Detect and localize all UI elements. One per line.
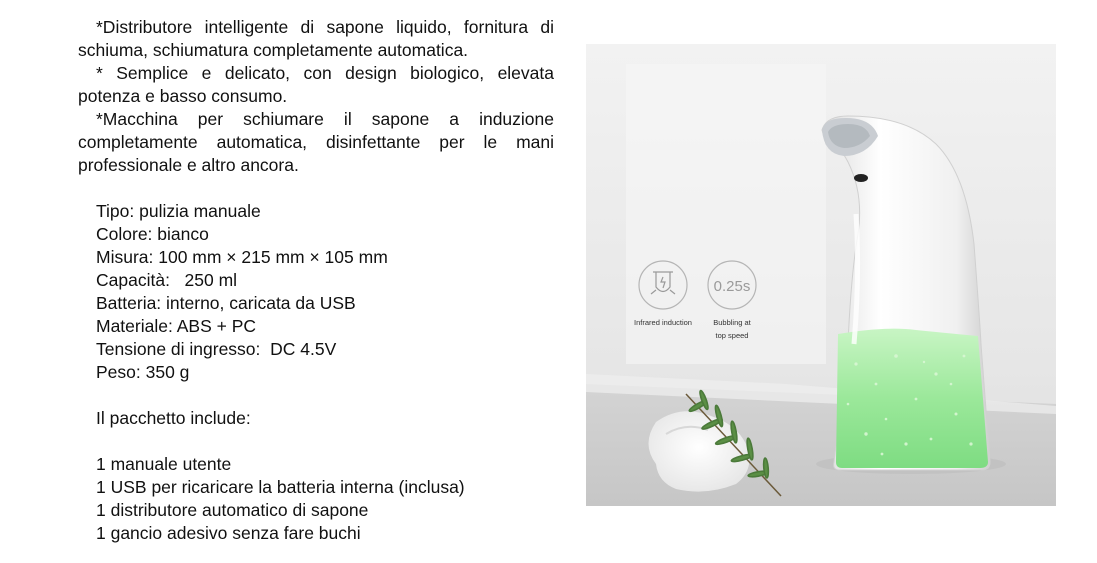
badge-value: 0.25s <box>713 278 751 295</box>
liquid-tank <box>836 329 988 468</box>
product-photo <box>586 44 1056 506</box>
package-item: 1 USB per ricaricare la batteria interna (inclusa) <box>96 477 465 497</box>
description-paragraph: *Macchina per schiumare il sapone a induzione completamente automatica, disinfettante per le mani professionale e altro ancora. <box>78 109 554 175</box>
spec-voltage: Tensione di ingresso: DC 4.5V <box>96 339 337 359</box>
spec-weight: Peso: 350 g <box>96 362 190 382</box>
package-item: 1 gancio adesivo senza fare buchi <box>96 523 361 543</box>
spec-size: Misura: 100 mm × 215 mm × 105 mm <box>96 247 388 267</box>
badge-label: Bubbling at <box>713 318 751 327</box>
spec-material: Materiale: ABS + PC <box>96 316 257 336</box>
package-heading: Il pacchetto include: <box>96 408 251 428</box>
description-paragraph: *Distributore intelligente di sapone liquido, fornitura di schiuma, schiumatura completamente automatica. <box>78 17 554 60</box>
badge-label: Infrared induction <box>634 318 692 327</box>
spec-capacity: Capacità: 250 ml <box>96 270 238 290</box>
description-paragraph: * Semplice e delicato, con design biologico, elevata potenza e basso consumo. <box>78 63 554 106</box>
spec-battery: Batteria: interno, caricata da USB <box>96 293 356 313</box>
package-item: 1 distributore automatico di sapone <box>96 500 369 520</box>
badge-label: top speed <box>715 331 749 340</box>
package-item: 1 manuale utente <box>96 454 232 474</box>
spec-type: Tipo: pulizia manuale <box>96 201 261 221</box>
product-description <box>78 16 554 545</box>
spec-color: Colore: bianco <box>96 224 209 244</box>
